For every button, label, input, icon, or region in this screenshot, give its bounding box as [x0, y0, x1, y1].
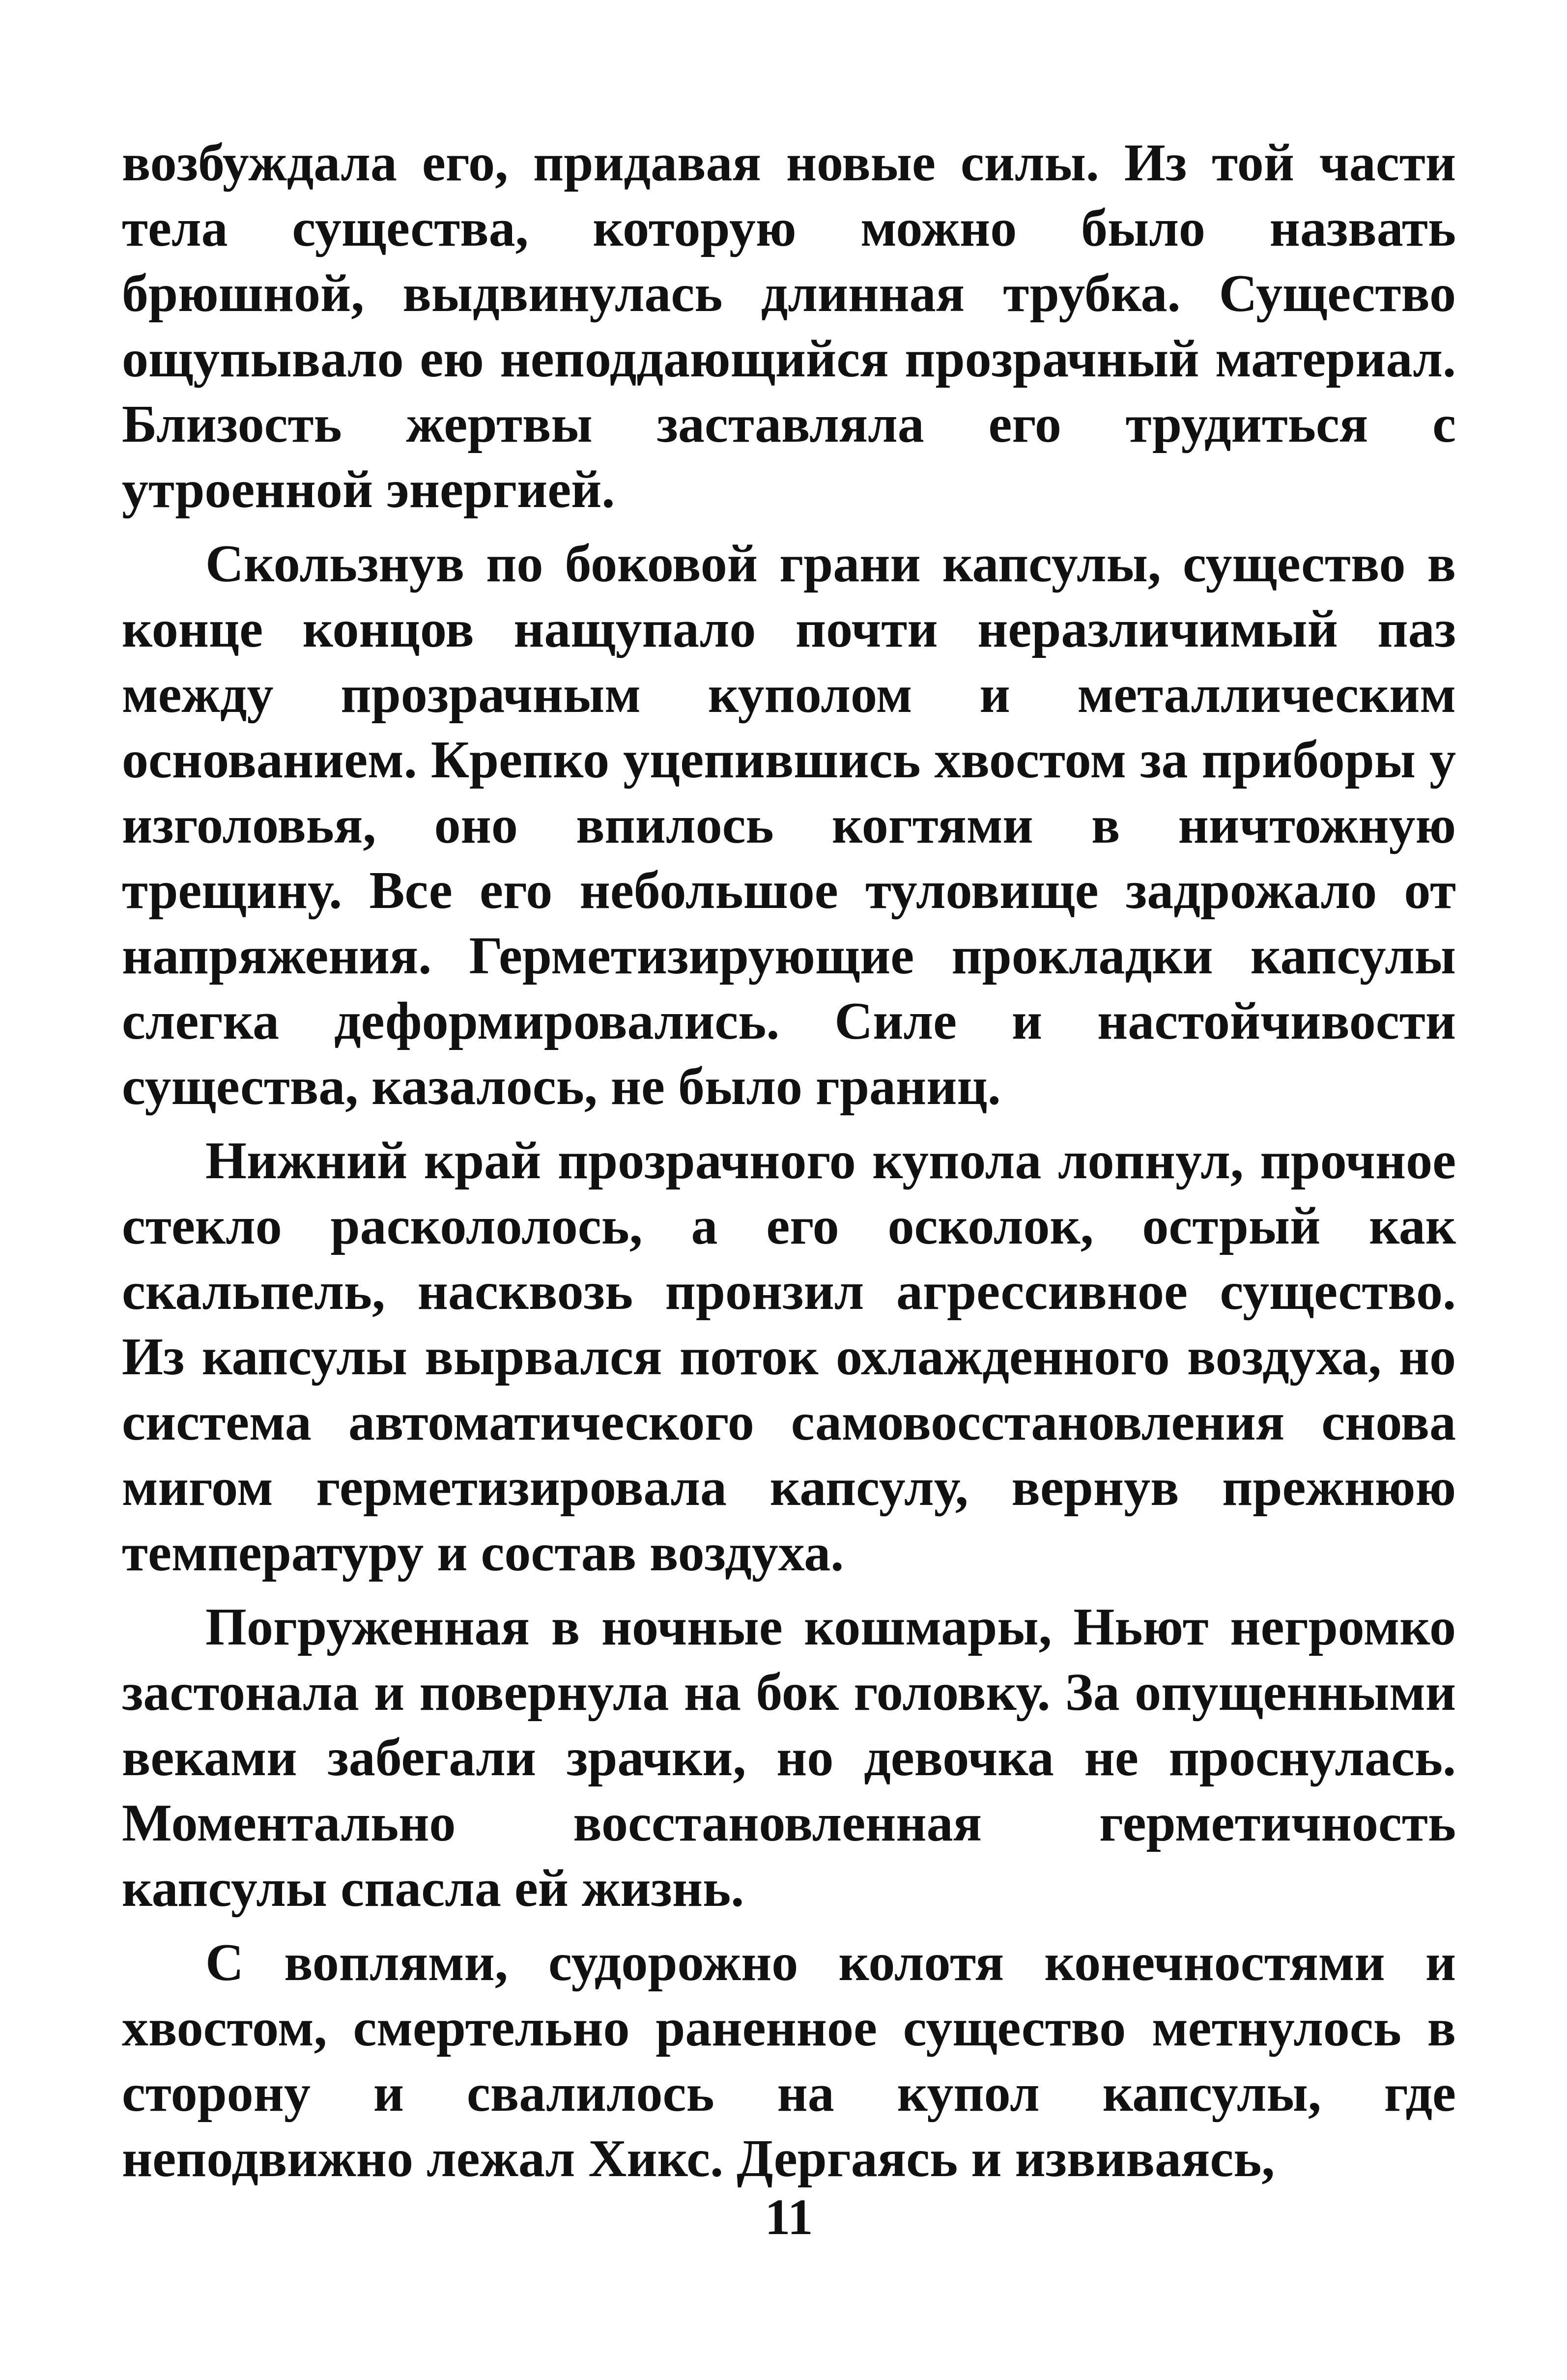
book-page: [122, 130, 1456, 2302]
paragraph-4: Погруженная в ночные кошмары, Ньют негромко застонала и повернула на бок головку. За опущенными веками забегали зрачки, но девочка не проснулась. Моментально восстановленная герметичность капсулы спасла ей жизнь.: [122, 1598, 1456, 1918]
page-number: 11: [765, 2189, 813, 2245]
paragraph-2: Скользнув по боковой грани капсулы, существо в конце концов нащупало почти неразличимый паз между прозрачным куполом и металлическим основанием. Крепко уцепившись хвостом за приборы у изголовья, оно впилось когтями в ничтожную трещину. Все его небольшое туловище задрожало от напряжения. Герметизирующие прокладки капсулы слегка деформировались. Силе и настойчивости существа, казалось, не было границ.: [122, 535, 1456, 1116]
paragraph-1: возбуждала его, придавая новые силы. Из той части тела существа, которую можно было назвать брюшной, выдвинулась длинная трубка. Существо ощупывало ею неподдающийся прозрачный материал. Близость жертвы заставляла его трудиться с утроенной энергией.: [122, 134, 1456, 519]
paragraph-5: С воплями, судорожно колотя конечностями и хвостом, смертельно раненное существо метнулось в сторону и свалилось на купол капсулы, где неподвижно лежал Хикс. Дергаясь и извиваясь,: [122, 1933, 1456, 2188]
paragraph-3: Нижний край прозрачного купола лопнул, прочное стекло раскололось, а его осколок, острый как скальпель, насквозь пронзил агрессивное существо. Из капсулы вырвался поток охлажденного воздуха, но система автоматического самовосстановления снова мигом герметизировала капсулу, вернув прежнюю температуру и состав воздуха.: [122, 1132, 1456, 1582]
